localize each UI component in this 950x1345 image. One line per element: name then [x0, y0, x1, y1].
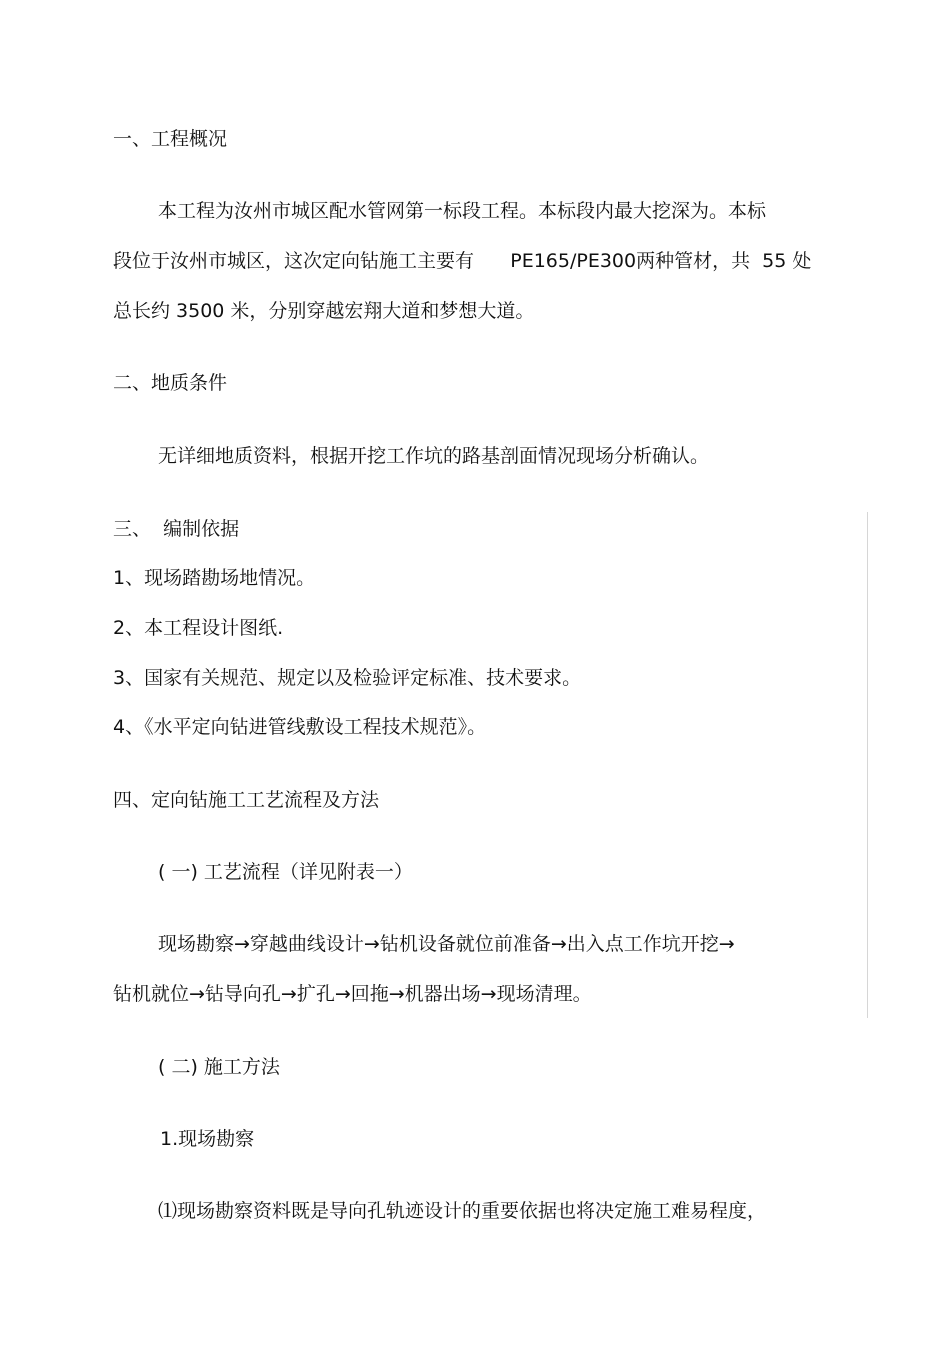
basis-item-3: 3、国家有关规范、规定以及检验评定标准、技术要求。: [113, 667, 582, 689]
section-1-heading: 一、工程概况: [113, 128, 228, 150]
site-survey-paragraph: ⑴现场勘察资料既是导向孔轨迹设计的重要依据也将决定施工难易程度，: [158, 1200, 767, 1222]
section-1-paragraph-line-2: 段位于汝州市城区，这次定向钻施工主要有 PE165/PE300两种管材，共 55 处: [113, 250, 812, 272]
basis-item-4: 4、《水平定向钻进管线敷设工程技术规范》。: [113, 716, 487, 738]
section-1-paragraph-line-1: 本工程为汝州市城区配水管网第一标段工程。本标段内最大挖深为。本标: [158, 200, 767, 222]
section-2-paragraph: 无详细地质资料，根据开挖工作坑的路基剖面情况现场分析确认。: [158, 445, 710, 467]
section-2-heading: 二、地质条件: [113, 372, 228, 394]
right-margin-rule: [867, 512, 868, 1018]
subheading-process-flow: ( 一) 工艺流程（详见附表一）: [158, 861, 413, 883]
basis-item-2: 2、本工程设计图纸.: [113, 617, 284, 639]
subheading-construction-method: ( 二) 施工方法: [158, 1056, 280, 1078]
process-flow-line-1: 现场勘察→穿越曲线设计→钻机设备就位前准备→出入点工作坑开挖→: [158, 933, 735, 955]
section-4-heading: 四、定向钻施工工艺流程及方法: [113, 789, 380, 811]
basis-item-1: 1、现场踏勘场地情况。: [113, 567, 316, 589]
section-3-heading: 三、 编制依据: [113, 518, 240, 540]
section-1-paragraph-line-3: 总长约 3500 米，分别穿越宏翔大道和梦想大道。: [113, 300, 535, 322]
process-flow-line-2: 钻机就位→钻导向孔→扩孔→回拖→机器出场→现场清理。: [113, 983, 592, 1005]
subheading-site-survey: 1.现场勘察: [160, 1128, 255, 1150]
